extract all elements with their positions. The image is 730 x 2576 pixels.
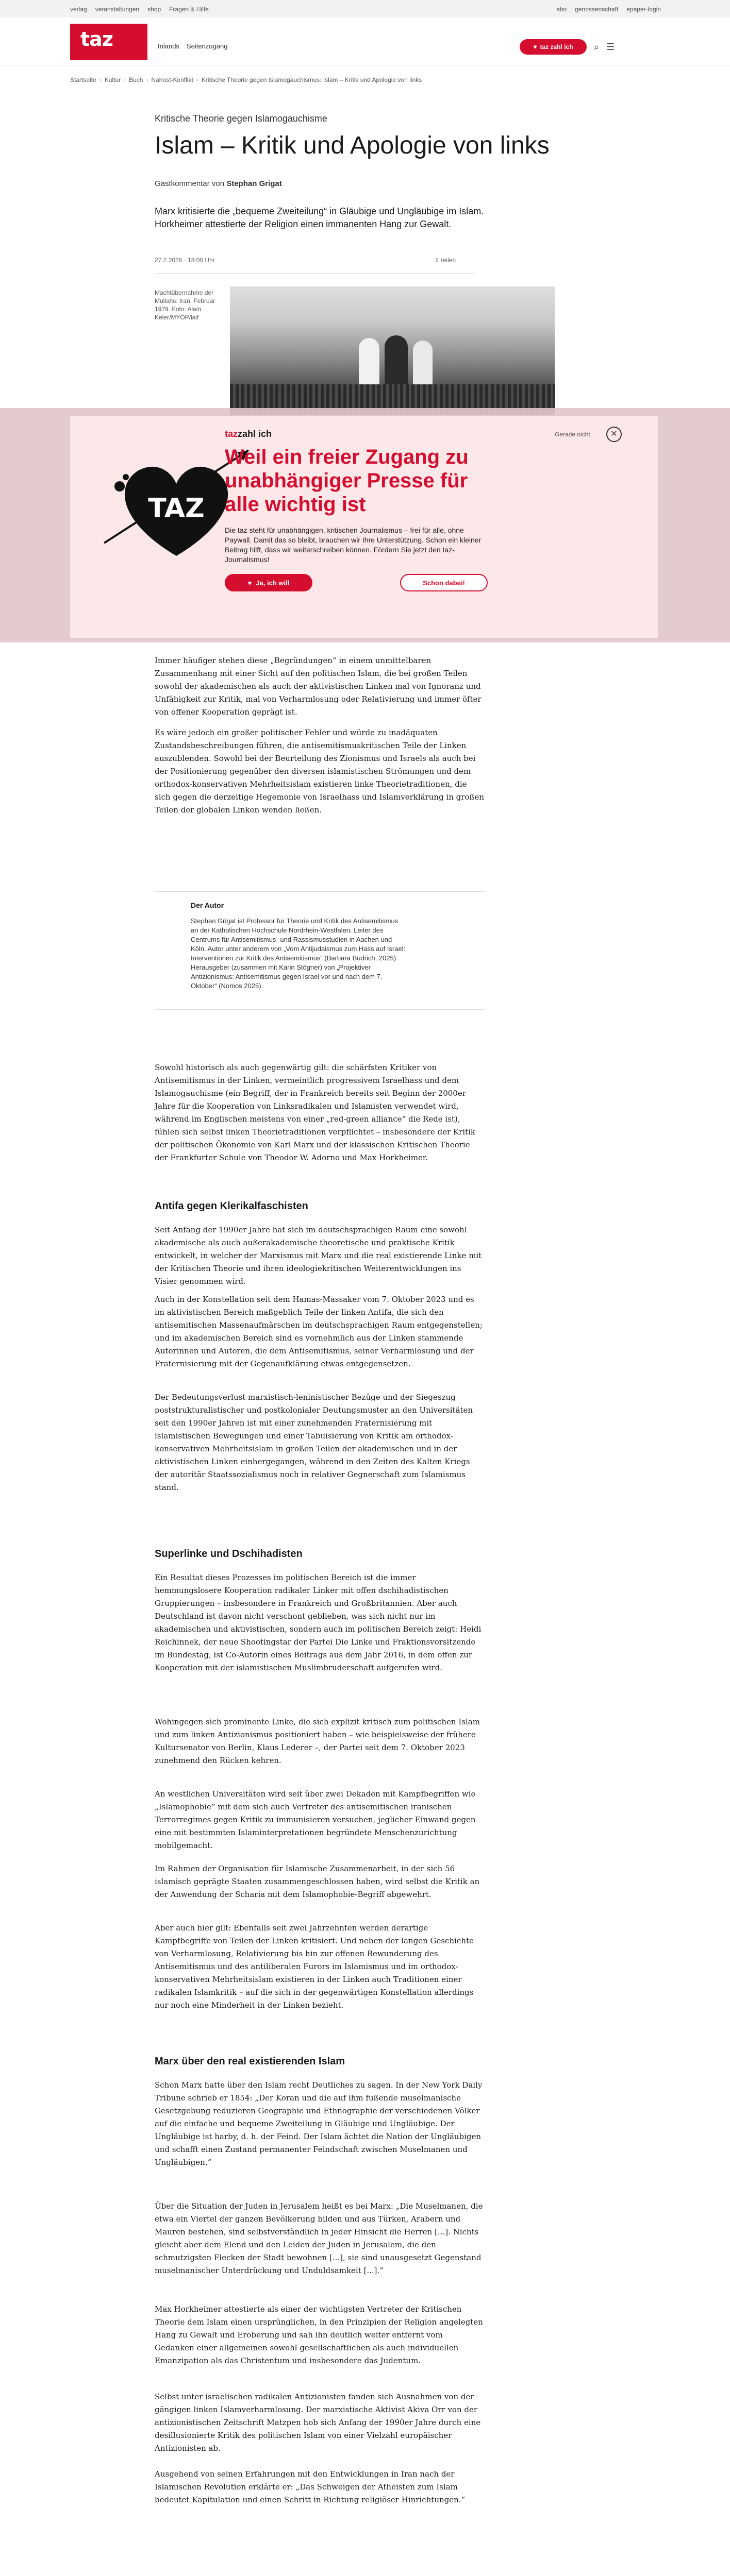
support-button-label: taz zahl ich (540, 43, 573, 50)
nav-link-inland[interactable]: Inlands (158, 42, 179, 50)
breadcrumb-separator: › (146, 76, 148, 83)
modal-brand-suffix: zahl ich (238, 429, 272, 439)
paragraph: Sowohl historisch als auch gegenwärtig gilt: die schärfsten Kritiker von Antisemitismus in der Linken, vermeintlich progressivem Israelhass und dem Islamogauchisme (ein Begriff, der in Frankreich bereits seit Beginn der 2000er Jahre für die Kooperation von Linksradikalen und Islamisten verwendet wird, während im Englischen meistens von einer „red-green alliance“ die Rede ist), fühlen sich selbst linken Theorietraditionen verpflichtet – insbesondere der Kritik der politischen Ökonomie von Karl Marx und der klassischen Kritischen Theorie der Frankfurter Schule von Theodor W. Adorno und Max Horkheimer. (155, 1063, 475, 1162)
paragraph: Max Horkheimer attestierte als einer der wichtigsten Vertreter der Kritischen Theorie dem Islam einen ursprünglichen, in den Prinzipien der Religion angelegten Hang zu Gewalt und Eroberung und sah ihn deutlich weiter entfernt vom Gedanken einer allgemeinen sowohl gesellschaftlichen als auch individuellen Emanzipation als das Christentum und insbesondere das Judentum. (155, 2304, 483, 2365)
byline-prefix: Gastkommentar von (155, 179, 225, 188)
nav-link-sections[interactable]: Seitenzugang (186, 42, 228, 50)
breadcrumb-separator: › (196, 76, 198, 83)
topbar-link-events[interactable]: veranstaltungen (95, 6, 140, 13)
share-icon: ⇪ (434, 257, 441, 264)
paragraph: Immer häufiger stehen diese „Begründungen“ in einem unmittelbaren Zusammenhang mit einer Sicht auf den politischen Islam, die bei großen Teilen sowohl der akademischen als auch der aktivistischen Linken mal von Ignoranz und Unfähigkeit zur Kritik, mal von Verharmlosung oder Relativierung und immer öfter von offener Kooperation geprägt ist. (155, 656, 482, 717)
topbar-link-shop[interactable]: shop (147, 6, 161, 13)
modal-backdrop (0, 408, 730, 642)
paragraph: Wohingegen sich prominente Linke, die sich explizit kritisch zum politischen Islam und zum linken Antizionismus positioniert haben – wie beispielsweise der frühere Kultursenator von Berlin, Klaus Lederer –, der Partei seit dem 7. Oktober 2023 zunehmend den Rücken kehren. (155, 1717, 480, 1765)
photo-figure (359, 338, 379, 384)
breadcrumb-nahost[interactable]: Nahost-Konflikt (151, 76, 193, 83)
author-link[interactable]: Stephan Grigat (226, 179, 282, 188)
section-heading: Antifa gegen Klerikalfaschisten (155, 1200, 308, 1212)
author-box (155, 891, 485, 1010)
search-icon[interactable]: ⌕ (594, 42, 600, 52)
page-title: Islam – Kritik und Apologie von links (155, 132, 550, 159)
paragraph: An westlichen Universitäten wird seit über zwei Dekaden mit Kampfbegriffen wie „Islamophobie“ mit dem sich auch Vertreter des antisemitischen iranischen Terrorregimes gegen Kritik zu immunisieren versuchen, jeglicher Einwand gegen eine mit bestimmten Islaminterpretationen begründete Menschenzurichtung mobilgemacht. (155, 1789, 476, 1850)
taz-logo[interactable]: taz (70, 24, 147, 60)
author-box-text: Stephan Grigat ist Professor für Theorie und Kritik des Antisemitismus an der Katholischen Hochschule Nordrhein-Westfalen. Leiter des Centrums für Antisemitismus- und Rassismusstudien in Aachen und Köln. Autor unter anderem von „Vom Antijudaismus zum Hass auf Israel: Interventionen zur Kritik des Antisemitismus“ (Barbara Budrich, 2025). Herausgeber (zusammen mit Karin Stögner) von „Projektiver Antizionismus: Antisemitismus gegen Israel vor und nach dem 7. Oktober“ (Nomos 2025). (191, 917, 406, 990)
photo-figure (413, 341, 433, 384)
photo-caption: Machtübernahme der Mullahs: Iran, Februar 1979. Foto: Alain Keler/MYOP/laif (155, 289, 215, 321)
heart-icon: ♥ (533, 43, 537, 50)
modal-brand (225, 429, 272, 439)
breadcrumb (70, 76, 422, 83)
support-yes-button[interactable] (225, 574, 312, 591)
top-utility-bar (0, 0, 730, 18)
support-modal (70, 416, 658, 638)
paragraph: Ausgehend von seinen Erfahrungen mit den Entwicklungen in Iran nach der Islamischen Revolution erklärte er: „Das Schweigen der Atheisten zum Islam bedeutet Kapitulation und einen Schritt in Richtung religiöser Hinrichtungen.“ (155, 2469, 466, 2504)
breadcrumb-current: Kritische Theorie gegen Islamogauchismus: Islam – Kritik und Apologie von links (201, 76, 422, 83)
paragraph: Über die Situation der Juden in Jerusalem heißt es bei Marx: „Die Muselmanen, die etwa ein Viertel der ganzen Bevölkerung bilden und aus Türken, Arabern und Mauren bestehen, sind selbstverständlich in jeder Hinsicht die Herren [...]. Nichts gleicht aber dem Elend und den Leiden der Juden in Jerusalem, die den schmutzigsten Flecken der Stadt bewohnen [...], sie sind unausgesetzt Gegenstand muselmanischer Unterdrückung und Unduldsamkeit [...].“ (155, 2201, 483, 2275)
heart-label: TAZ (148, 493, 205, 524)
topbar-link-coop[interactable]: genossenschaft (575, 6, 619, 13)
paragraph: Selbst unter israelischen radikalen Antizionisten fanden sich Ausnahmen von der gängigen linken Islamverharmlosung. Der marxistische Aktivist Akiva Orr von der antizionistischen Zeitschrift Matzpen hob sich Anfang der 1990er Jahre durch eine desillusionierte Kritik des politischen Islam von einer Vielzahl europäischer Antizionisten ab. (155, 2392, 481, 2453)
article-photo (230, 286, 555, 415)
support-button[interactable] (520, 39, 587, 55)
paragraph: Schon Marx hatte über den Islam recht Deutliches zu sagen. In der New York Daily Tribune schrieb er 1854: „Der Koran und die auf ihm fußende muselmanische Gesetzgebung reduzieren Geographie und Ethnographie der verschiedenen Völker auf die einfache und bequeme Zweiteilung in Gläubige und Ungläubige. Der Ungläubige ist harby, d. h. der Feind. Der Islam ächtet die Nation der Ungläubigen und schafft einen Zustand permanenter Feindschaft zwischen Muselmanen und Ungläubigen.“ (155, 2080, 483, 2167)
author-box-title: Der Autor (191, 901, 224, 909)
heart-icon: ♥ (247, 579, 252, 587)
paragraph: Aber auch hier gilt: Ebenfalls seit zwei Jahrzehnten werden derartige Kampfbegriffe von Teilen der Linken kritisiert. Und neben der langen Geschichte von Verharmlosung, Relativierung bis hin zur offenen Bewunderung des Antisemitismus und des antiliberalen Furors im Islamismus und im orthodox-konservativen Mehrheitsislam existieren in der Linken auch Traditionen einer radikalen Islamkritik – auf die sich in der gegenwärtigen Konstellation allerdings nur noch eine Minderheit in der Linken bezieht. (155, 1923, 474, 2010)
paragraph: Es wäre jedoch ein großer politischer Fehler und würde zu inadäquaten Zustandsbeschreibungen führen, die antisemitismuskritischen Teile der Linken auszublenden. Sowohl bei der Beurteilung des Zionismus und Israels als auch bei der Positionierung gegenüber den diversen islamistischen Strömungen und dem orthodox-konservativen Mehrheitsislam existieren linke Theorietraditionen, die sich gegen die derzeitige Hegemonie von Israelhass und Islamverklärung in großen Teilen der globalen Linken wenden ließen. (155, 728, 485, 815)
not-now-link[interactable]: Gerade nicht (555, 431, 590, 438)
menu-icon[interactable]: ☰ (606, 42, 615, 52)
already-supporter-button[interactable]: Schon dabei! (400, 574, 488, 591)
paragraph: Der Bedeutungsverlust marxistisch-leninistischer Bezüge und der Siegeszug poststrukturalistischer und postkolonialer Deutungsmuster an den Universitäten seit den 1990er Jahren ist mit einer zunehmenden Fraternisierung mit islamistischen Bewegungen und einer Tabuisierung von Kritik am orthodox-konservativen Mehrheitsislam in großen Teilen der akademischen und in der aktivistischen Linken einhergegangen, während in den Zeiten des Kalten Kriegs der autoritär Staatssozialismus noch in relativer Gegnerschaft zum Islamismus stand. (155, 1393, 473, 1492)
share-button[interactable] (434, 257, 456, 264)
modal-brand-name: taz (225, 429, 238, 439)
article-date: 27.2.2026 · 18:00 Uhr (155, 257, 215, 264)
breadcrumb-separator: › (99, 76, 102, 83)
article-kicker: Kritische Theorie gegen Islamogauchisme (155, 113, 327, 124)
breadcrumb-separator: › (124, 76, 126, 83)
support-yes-label: Ja, ich will (256, 579, 290, 587)
article-lead: Marx kritisierte die „bequeme Zweiteilung“ in Gläubige und Ungläubige im Islam. Horkheimer attestierte der Religion einen immanenten Hang zur Gewalt. (155, 206, 484, 229)
section-heading: Superlinke und Dschihadisten (155, 1548, 303, 1560)
breadcrumb-buch[interactable]: Buch (129, 76, 143, 83)
breadcrumb-home[interactable]: Startseite (70, 76, 96, 83)
topbar-link-verlag[interactable]: verlag (70, 6, 87, 13)
modal-title: Weil ein freier Zugang zu unabhängiger Presse für alle wichtig ist (225, 446, 469, 516)
main-navbar (0, 18, 730, 65)
paragraph: Seit Anfang der 1990er Jahre hat sich im deutschsprachigen Raum eine sowohl akademische als auch außerakademische theoretische und praktische Kritik entwickelt, in welcher der Marxismus mit Marx und die real existierende Linke mit der Kritischen Theorie und ihren ideologiekritischen Weiterentwicklungen ins Visier genommen wird. (155, 1225, 482, 1286)
section-heading: Marx über den real existierenden Islam (155, 2056, 345, 2067)
close-icon[interactable]: ✕ (606, 427, 622, 442)
paragraph: Ein Resultat dieses Prozesses im politischen Bereich ist die immer hemmungslosere Kooperation radikaler Linker mit offen dschihadistischen Gruppierungen – insbesondere in Frankreich und Großbritannien. Aber auch Deutschland ist davon nicht verschont geblieben, was sich nicht nur im akademischen und aktivistischen, sondern auch im politischen Bereich zeigt: Heidi Reichinnek, der neue Shootingstar der Partei Die Linke und Fraktionsvorsitzende im Bundestag, ist Co-Autorin eines Beitrags aus dem Jahr 2016, in dem offen zur Kooperation mit der islamistischen Muslimbruderschaft aufgerufen wird. (155, 1573, 482, 1672)
modal-body: Die taz steht für unabhängigen, kritischen Journalismus – frei für alle, ohne Paywall. Damit das so bleibt, brauchen wir Ihre Unterstützung. Schon ein kleiner Beitrag hilft, dass wir weiterschreiben können. Fördern Sie jetzt den taz-Journalismus! (225, 526, 482, 564)
breadcrumb-kultur[interactable]: Kultur (104, 76, 121, 83)
topbar-link-abo[interactable]: abo (556, 6, 567, 13)
share-label: teilen (441, 257, 456, 264)
divider (155, 273, 474, 274)
paragraph: Im Rahmen der Organisation für Islamische Zusammenarbeit, in der sich 56 islamisch geprägte Staaten zusammengeschlossen haben, wird selbst die Kritik an der Anwendung der Scharia mit dem Islamophobie-Begriff abgewehrt. (155, 1864, 480, 1899)
topbar-link-epaper[interactable]: epaper-login (626, 6, 661, 13)
photo-figure (385, 335, 408, 387)
paragraph: Auch in der Konstellation seit dem Hamas-Massaker vom 7. Oktober 2023 und es im aktivistischen Bereich maßgeblich Teile der linken Antifa, die sich den antisemitischen Massenaufmärschen im deutschsprachigen Raum entgegenstellen; und im akademischen Bereich sind es vornehmlich aus der Linken stammende Autorinnen und Autoren, die dem Antisemitismus, seiner Verharmlosung und der Fraternisierung mit der Gegenaufklärung etwas entgegensetzen. (155, 1295, 483, 1368)
byline (155, 179, 282, 188)
topbar-link-help[interactable]: Fragen & Hilfe (169, 6, 209, 13)
